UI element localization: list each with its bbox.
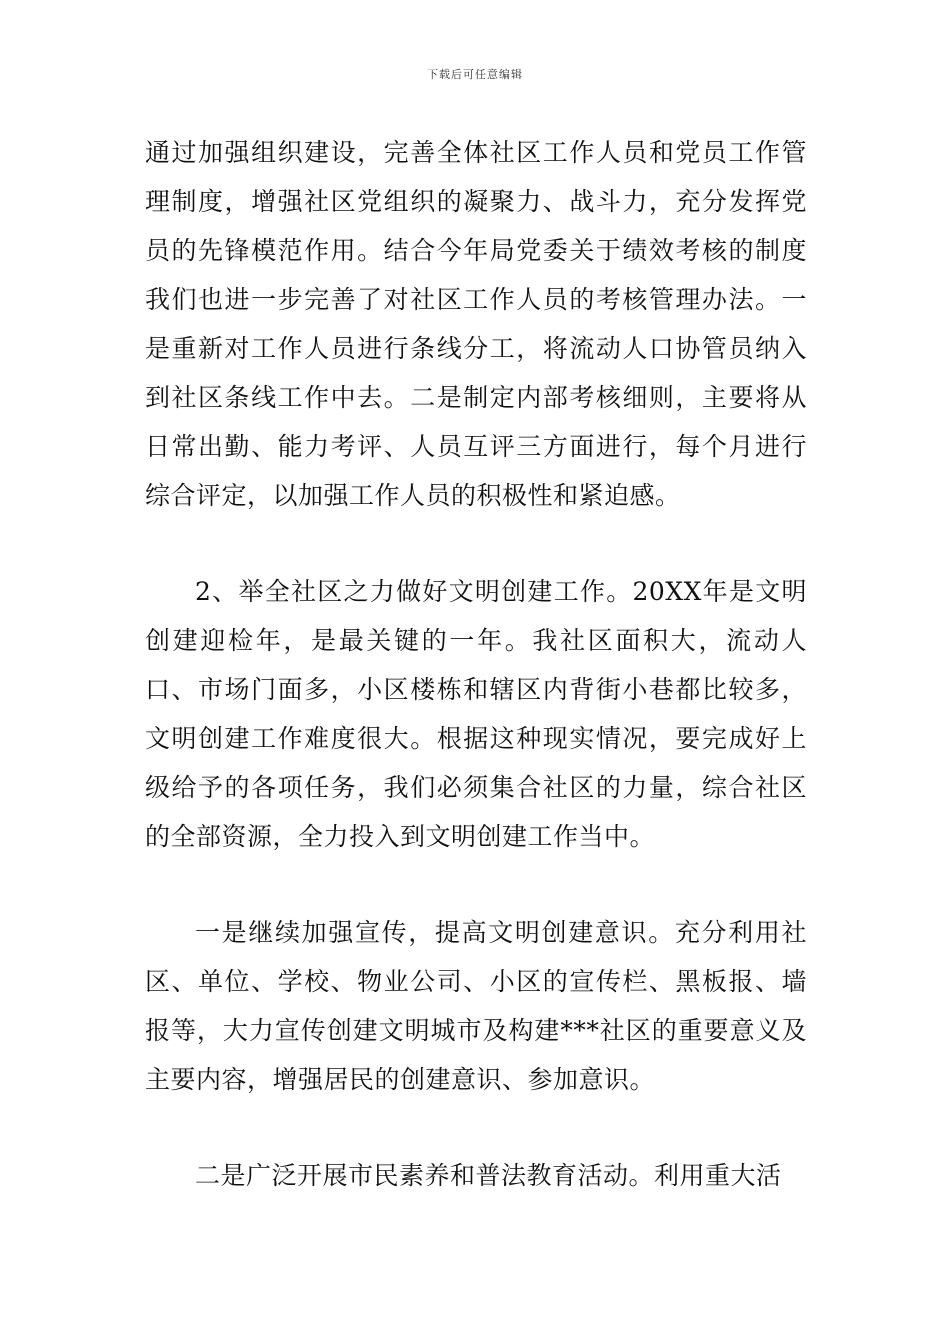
paragraph-publicity: 一是继续加强宣传，提高文明创建意识。充分利用社区、单位、学校、物业公司、小区的宣传栏、黑板报、墙报等，大力宣传创建文明城市及构建***社区的重要意义及主要内容，增强居民的创建意识、参加意识。 <box>145 918 807 1094</box>
paragraph-gap <box>145 520 807 567</box>
paragraph-gap <box>145 861 807 908</box>
header-note: 下载后可任意编辑 <box>427 68 523 81</box>
paragraph-gap <box>145 1104 807 1151</box>
paragraph-organization: 通过加强组织建设，完善全体社区工作人员和党员工作管理制度，增强社区党组织的凝聚力、战斗力，充分发挥党员的先锋模范作用。结合今年局党委关于绩效考核的制度我们也进一步完善了对社区工作人员的考核管理办法。一是重新对工作人员进行条线分工，将流动人口协管员纳入到社区条线工作中去。二是制定内部考核细则，主要将从日常出勤、能力考评、人员互评三方面进行，每个月进行综合评定，以加强工作人员的积极性和紧迫感。 <box>145 138 807 510</box>
paragraph-civilization-creation: 2、举全社区之力做好文明创建工作。20XX年是文明创建迎检年，是最关键的一年。我社区面积大，流动人口、市场门面多，小区楼栋和辖区内背街小巷都比较多，文明创建工作难度很大。根据这种现实情况，要完成好上级给予的各项任务，我们必须集合社区的力量，综合社区的全部资源，全力投入到文明创建工作当中。 <box>145 577 807 851</box>
document-body <box>145 128 807 1200</box>
paragraph-education: 二是广泛开展市民素养和普法教育活动。利用重大活 <box>195 1161 782 1190</box>
